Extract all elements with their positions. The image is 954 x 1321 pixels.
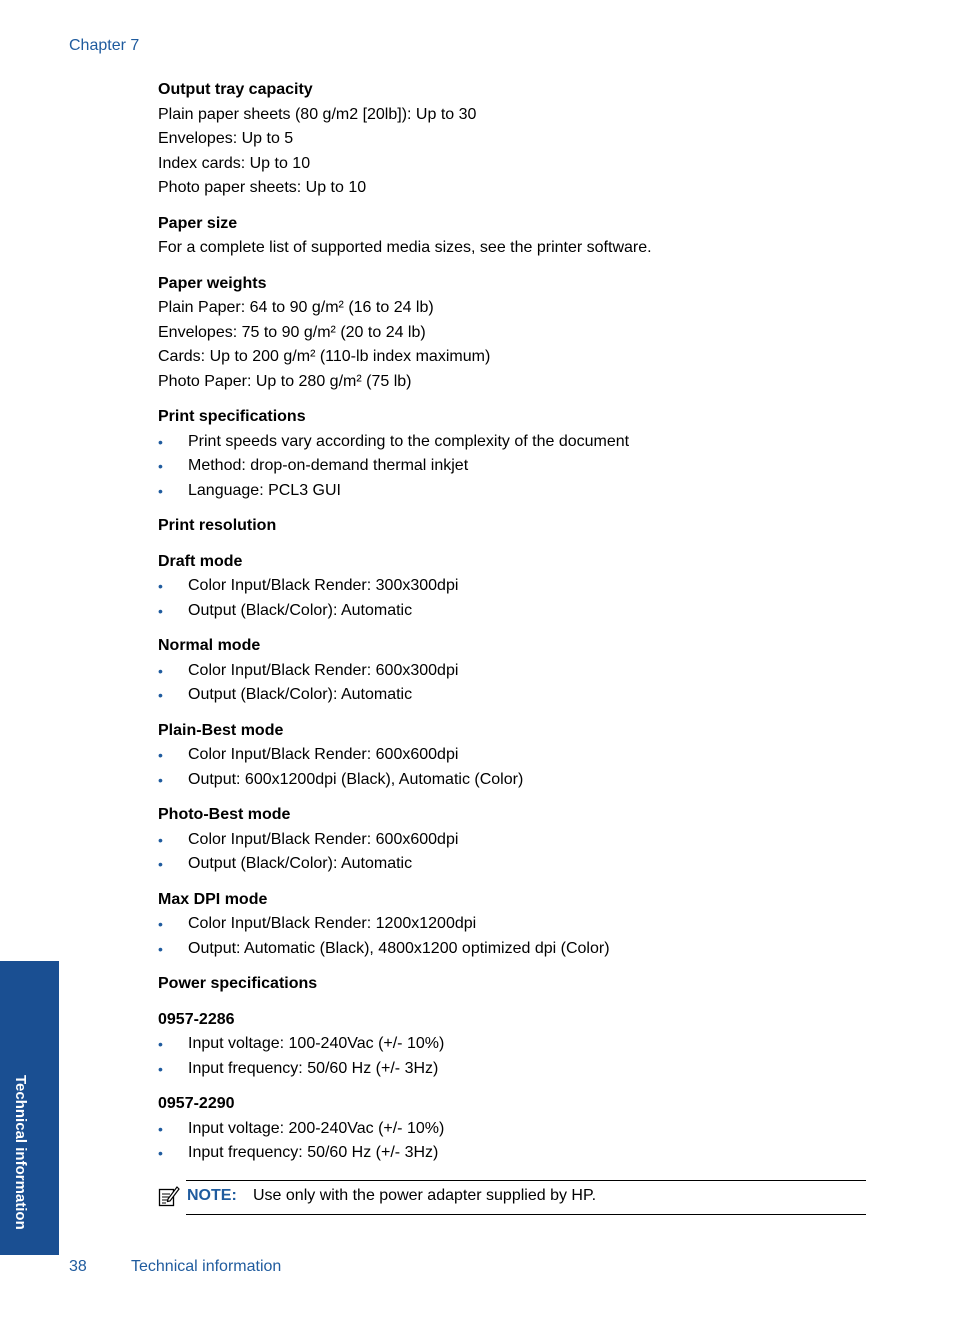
bullet-list	[158, 659, 868, 708]
bullet-item	[158, 683, 868, 708]
section-heading: Max DPI mode	[158, 890, 268, 908]
bullet-list	[158, 574, 868, 623]
spec-section	[158, 405, 868, 503]
bullet-text: Color Input/Black Render: 600x600dpi	[188, 830, 459, 848]
section-heading: Output tray capacity	[158, 81, 313, 98]
bullet-text: Color Input/Black Render: 600x600dpi	[188, 746, 459, 763]
spec-section	[158, 888, 868, 962]
bullet-icon: •	[158, 1060, 163, 1077]
bullet-list	[158, 1117, 868, 1166]
bullet-icon: •	[158, 662, 163, 679]
spec-section	[158, 514, 868, 539]
bullet-icon: •	[158, 458, 163, 474]
bullet-item	[158, 574, 868, 599]
bullet-item	[158, 454, 868, 479]
bullet-text: Print speeds vary according to the complexity of the document	[188, 432, 630, 450]
document-body	[158, 78, 868, 1213]
note-text: Use only with the power adapter supplied by HP.	[253, 1186, 597, 1204]
bullet-text: Color Input/Black Render: 300x300dpi	[188, 577, 459, 594]
bullet-item	[158, 1057, 868, 1082]
spec-section	[158, 550, 868, 624]
bullet-text: Output: 600x1200dpi (Black), Automatic (Color)	[188, 770, 524, 788]
bullet-item	[158, 937, 868, 962]
spec-line: Plain Paper: 64 to 90 g/m² (16 to 24 lb)	[158, 299, 434, 316]
bullet-text: Output: Automatic (Black), 4800x1200 optimized dpi (Color)	[188, 939, 610, 957]
bullet-icon: •	[158, 916, 163, 932]
bullet-icon: •	[158, 1036, 163, 1052]
chapter-header: Chapter 7	[69, 37, 140, 54]
bullet-item	[158, 828, 868, 853]
bullet-icon: •	[158, 602, 163, 619]
spec-section	[158, 719, 868, 793]
bullet-text: Output (Black/Color): Automatic	[188, 601, 413, 619]
spec-section	[158, 1092, 868, 1166]
bullet-icon: •	[158, 482, 163, 499]
section-heading: Normal mode	[158, 637, 261, 654]
spec-line: Cards: Up to 200 g/m² (110-lb index maximum)	[158, 348, 491, 365]
bullet-icon: •	[158, 747, 163, 763]
section-heading: Power specifications	[158, 975, 318, 992]
spec-section	[158, 634, 868, 708]
bullet-icon: •	[158, 687, 163, 703]
bullet-list	[158, 743, 868, 792]
spec-section	[158, 272, 868, 395]
bullet-item	[158, 430, 868, 455]
section-heading: 0957-2286	[158, 1010, 235, 1028]
side-tab	[0, 961, 59, 1255]
section-heading: 0957-2290	[158, 1095, 235, 1112]
section-heading: Paper weights	[158, 274, 267, 292]
bullet-list	[158, 1032, 868, 1081]
note-rule-top	[186, 1180, 866, 1181]
spec-section	[158, 78, 868, 201]
bullet-text: Input frequency: 50/60 Hz (+/- 3Hz)	[188, 1059, 439, 1077]
section-heading: Paper size	[158, 214, 238, 232]
spec-line: Photo paper sheets: Up to 10	[158, 179, 367, 196]
bullet-text: Output (Black/Color): Automatic	[188, 855, 413, 872]
bullet-icon: •	[158, 771, 163, 788]
bullet-item	[158, 912, 868, 937]
spec-line: Plain paper sheets (80 g/m2 [20lb]): Up to 30	[158, 105, 477, 123]
bullet-text: Method: drop-on-demand thermal inkjet	[188, 457, 469, 474]
bullet-item	[158, 599, 868, 624]
footer-title: Technical information	[131, 1258, 282, 1275]
section-heading: Draft mode	[158, 552, 243, 570]
bullet-text: Color Input/Black Render: 1200x1200dpi	[188, 915, 477, 932]
bullet-list	[158, 430, 868, 504]
bullet-text: Language: PCL3 GUI	[188, 481, 341, 499]
bullet-list	[158, 828, 868, 877]
section-heading: Print resolution	[158, 517, 277, 534]
section-heading: Photo-Best mode	[158, 806, 291, 823]
spec-section	[158, 803, 868, 877]
note-box	[158, 1177, 868, 1213]
spec-section	[158, 212, 868, 261]
bullet-icon: •	[158, 856, 163, 872]
bullet-icon: •	[158, 578, 163, 594]
bullet-text: Input frequency: 50/60 Hz (+/- 3Hz)	[188, 1144, 439, 1161]
bullet-icon: •	[158, 940, 163, 957]
page-number: 38	[69, 1258, 87, 1275]
bullet-item	[158, 1117, 868, 1142]
bullet-icon: •	[158, 433, 163, 450]
side-tab-label: Technical information	[12, 1075, 29, 1230]
section-heading: Print specifications	[158, 408, 306, 425]
bullet-item	[158, 768, 868, 793]
spec-section	[158, 1008, 868, 1082]
bullet-text: Output (Black/Color): Automatic	[188, 686, 413, 703]
bullet-list	[158, 912, 868, 961]
bullet-text: Input voltage: 200-240Vac (+/- 10%)	[188, 1119, 445, 1137]
bullet-item	[158, 659, 868, 684]
section-heading: Plain-Best mode	[158, 721, 284, 739]
bullet-icon: •	[158, 1120, 163, 1137]
bullet-item	[158, 1032, 868, 1057]
spec-line: Envelopes: Up to 5	[158, 130, 294, 147]
spec-line: Envelopes: 75 to 90 g/m² (20 to 24 lb)	[158, 323, 426, 341]
note-pencil-icon	[158, 1185, 180, 1207]
bullet-icon: •	[158, 1145, 163, 1161]
note-label: NOTE:	[187, 1186, 237, 1204]
note-rule-bottom	[186, 1214, 866, 1215]
bullet-text: Color Input/Black Render: 600x300dpi	[188, 661, 459, 679]
bullet-text: Input voltage: 100-240Vac (+/- 10%)	[188, 1035, 445, 1052]
bullet-item	[158, 1141, 868, 1166]
bullet-item	[158, 479, 868, 504]
bullet-icon: •	[158, 831, 163, 848]
spec-section	[158, 972, 868, 997]
bullet-item	[158, 743, 868, 768]
bullet-item	[158, 852, 868, 877]
spec-line: Photo Paper: Up to 280 g/m² (75 lb)	[158, 372, 412, 390]
spec-line: Index cards: Up to 10	[158, 154, 311, 172]
spec-line: For a complete list of supported media sizes, see the printer software.	[158, 239, 652, 256]
